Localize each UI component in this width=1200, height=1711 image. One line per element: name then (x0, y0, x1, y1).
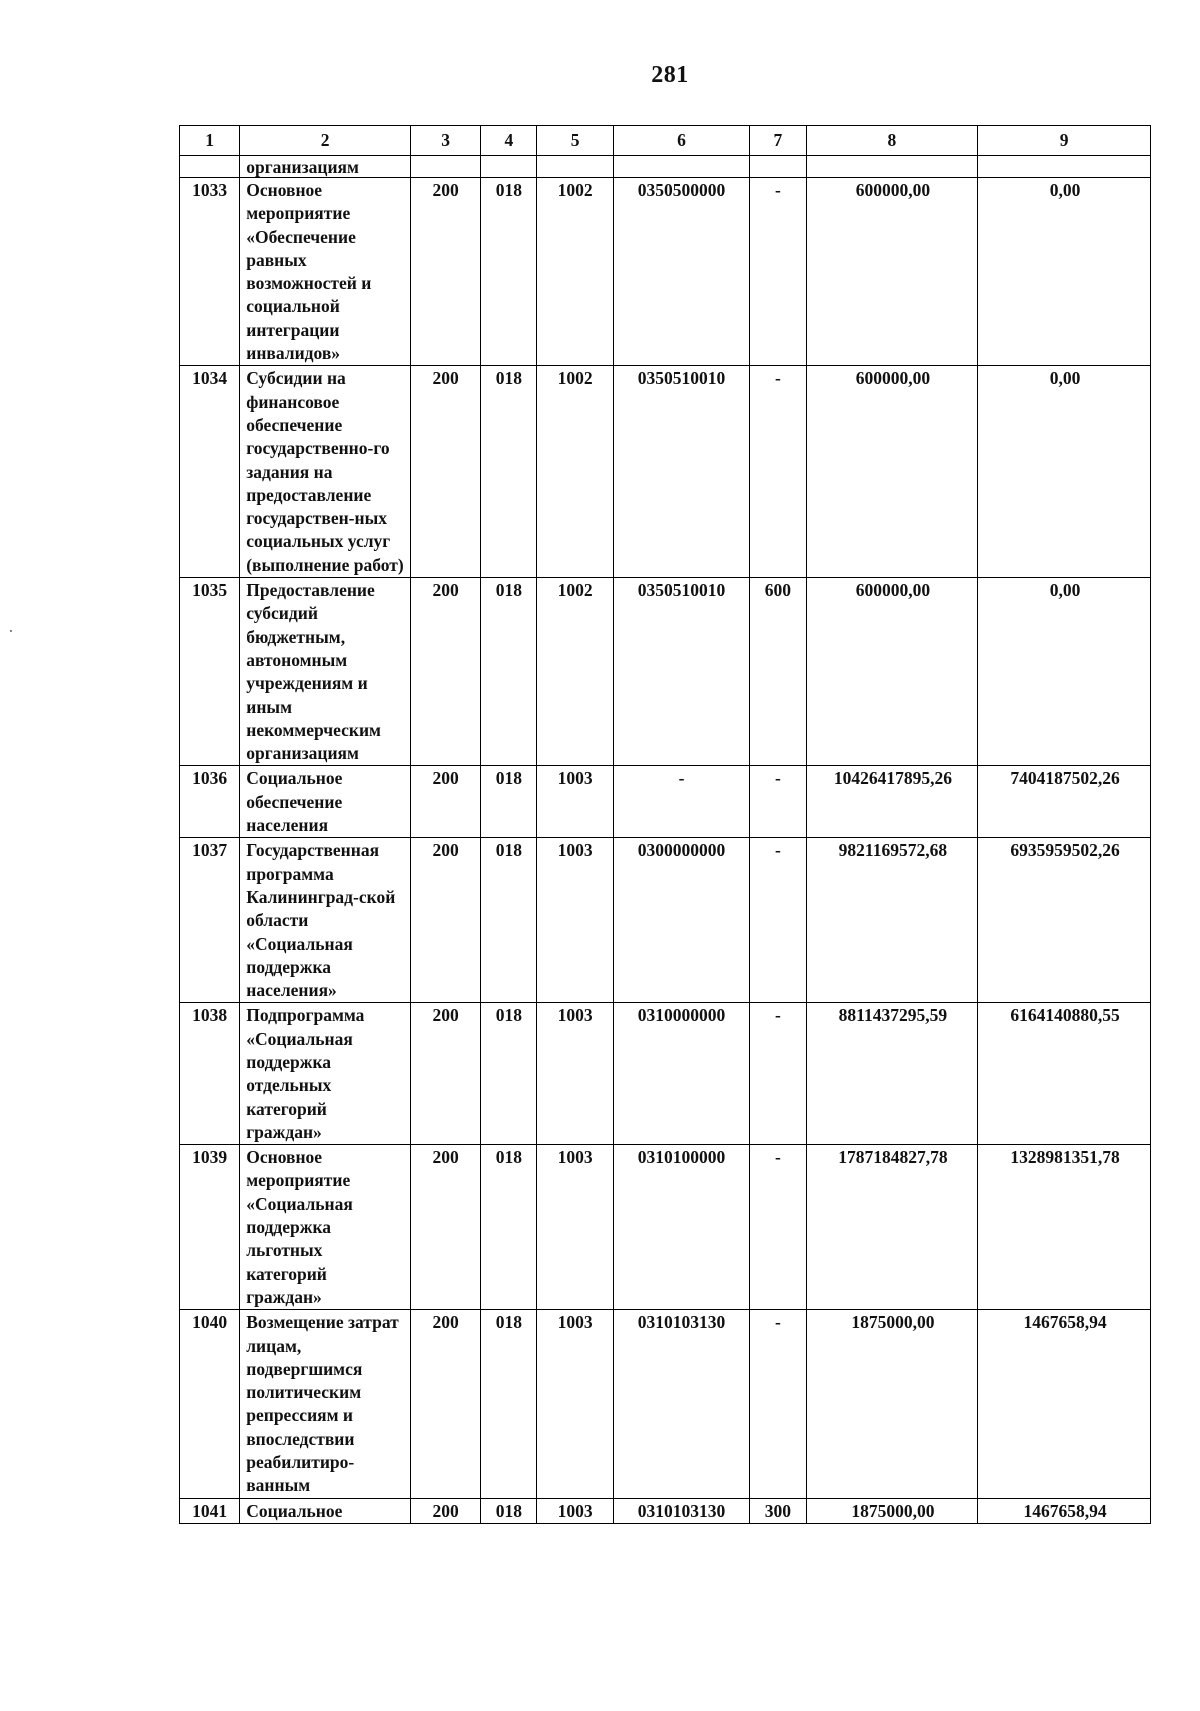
cell-7: - (750, 178, 806, 366)
cell-6: 0310103130 (613, 1498, 750, 1523)
cell-6: 0350510010 (613, 578, 750, 766)
page-number: 281 (651, 62, 689, 88)
column-header-3: 3 (410, 126, 480, 156)
cell-7: 300 (750, 1498, 806, 1523)
cell-7: 600 (750, 578, 806, 766)
cell-3 (410, 156, 480, 178)
cell-5: 1003 (537, 766, 613, 838)
cell-7: - (750, 1310, 806, 1498)
row-number: 1039 (180, 1145, 240, 1310)
cell-8: 1875000,00 (806, 1498, 978, 1523)
column-header-5: 5 (537, 126, 613, 156)
cell-8: 8811437295,59 (806, 1003, 978, 1145)
cell-4: 018 (481, 578, 537, 766)
cell-7: - (750, 366, 806, 578)
table-row (180, 1310, 1151, 1498)
column-header-4: 4 (481, 126, 537, 156)
cell-9: 1328981351,78 (978, 1145, 1151, 1310)
row-name: Основное мероприятие «Обеспечение равных возможностей и социальной интеграции инвалидов» (240, 178, 411, 366)
row-number: 1036 (180, 766, 240, 838)
cell-8: 1787184827,78 (806, 1145, 978, 1310)
continuation-row (180, 156, 1151, 178)
cell-9: 7404187502,26 (978, 766, 1151, 838)
row-name: Государственная программа Калининград-ской области «Социальная поддержка населения» (240, 838, 411, 1003)
cell-7: - (750, 1003, 806, 1145)
cell-8 (806, 156, 978, 178)
table-row (180, 766, 1151, 838)
cell-5 (537, 156, 613, 178)
row-number: 1037 (180, 838, 240, 1003)
table-row (180, 578, 1151, 766)
row-number: 1041 (180, 1498, 240, 1523)
row-name: Субсидии на финансовое обеспечение государственно-го задания на предоставление государствен-ных социальных услуг (выполнение работ) (240, 366, 411, 578)
cell-8: 10426417895,26 (806, 766, 978, 838)
row-name: организациям (240, 156, 411, 178)
cell-7: - (750, 838, 806, 1003)
cell-4: 018 (481, 838, 537, 1003)
cell-7: - (750, 766, 806, 838)
cell-8: 600000,00 (806, 178, 978, 366)
column-header-7: 7 (750, 126, 806, 156)
cell-3: 200 (410, 1003, 480, 1145)
cell-3: 200 (410, 578, 480, 766)
cell-9: 6935959502,26 (978, 838, 1151, 1003)
cell-3: 200 (410, 838, 480, 1003)
header-row (180, 126, 1151, 156)
table-row (180, 366, 1151, 578)
cell-6: 0310103130 (613, 1310, 750, 1498)
column-header-2: 2 (240, 126, 411, 156)
table-row (180, 1145, 1151, 1310)
row-number: 1040 (180, 1310, 240, 1498)
row-name: Подпрограмма «Социальная поддержка отдельных категорий граждан» (240, 1003, 411, 1145)
cell-8: 600000,00 (806, 578, 978, 766)
cell-5: 1002 (537, 366, 613, 578)
cell-7: - (750, 1145, 806, 1310)
cell-8: 600000,00 (806, 366, 978, 578)
cell-8: 9821169572,68 (806, 838, 978, 1003)
cell-6: - (613, 766, 750, 838)
budget-table (179, 125, 1151, 1524)
table-header (180, 126, 1151, 156)
cell-4: 018 (481, 178, 537, 366)
cell-6: 0350510010 (613, 366, 750, 578)
row-name: Предоставление субсидий бюджетным, автономным учреждениям и иным некоммерческим организациям (240, 578, 411, 766)
cell-5: 1002 (537, 578, 613, 766)
cell-4: 018 (481, 1498, 537, 1523)
cell-5: 1002 (537, 178, 613, 366)
cell-4: 018 (481, 366, 537, 578)
cell-9: 0,00 (978, 366, 1151, 578)
cell-3: 200 (410, 366, 480, 578)
row-number: 1038 (180, 1003, 240, 1145)
cell-5: 1003 (537, 1145, 613, 1310)
cell-3: 200 (410, 178, 480, 366)
cell-4: 018 (481, 766, 537, 838)
cell-9 (978, 156, 1151, 178)
table-body (180, 156, 1151, 1524)
table-row (180, 1003, 1151, 1145)
row-number (180, 156, 240, 178)
column-header-8: 8 (806, 126, 978, 156)
row-number: 1033 (180, 178, 240, 366)
cell-9: 1467658,94 (978, 1498, 1151, 1523)
cell-6: 0310000000 (613, 1003, 750, 1145)
cell-6: 0300000000 (613, 838, 750, 1003)
row-name: Основное мероприятие «Социальная поддержка льготных категорий граждан» (240, 1145, 411, 1310)
cell-4 (481, 156, 537, 178)
cell-4: 018 (481, 1003, 537, 1145)
table-row (180, 838, 1151, 1003)
cell-5: 1003 (537, 1310, 613, 1498)
cell-9: 0,00 (978, 178, 1151, 366)
cell-5: 1003 (537, 1003, 613, 1145)
cell-3: 200 (410, 766, 480, 838)
column-header-9: 9 (978, 126, 1151, 156)
cell-3: 200 (410, 1310, 480, 1498)
row-name: Возмещение затрат лицам, подвергшимся политическим репрессиям и впоследствии реабилитиро-ванным (240, 1310, 411, 1498)
cell-6: 0350500000 (613, 178, 750, 366)
cell-3: 200 (410, 1498, 480, 1523)
cell-5: 1003 (537, 838, 613, 1003)
cell-6: 0310100000 (613, 1145, 750, 1310)
row-number: 1035 (180, 578, 240, 766)
row-name: Социальное обеспечение населения (240, 766, 411, 838)
cell-6 (613, 156, 750, 178)
cell-3: 200 (410, 1145, 480, 1310)
column-header-1: 1 (180, 126, 240, 156)
column-header-6: 6 (613, 126, 750, 156)
cell-4: 018 (481, 1310, 537, 1498)
cell-9: 6164140880,55 (978, 1003, 1151, 1145)
scan-artifact (10, 630, 12, 632)
cell-8: 1875000,00 (806, 1310, 978, 1498)
row-number: 1034 (180, 366, 240, 578)
cell-9: 0,00 (978, 578, 1151, 766)
cell-5: 1003 (537, 1498, 613, 1523)
table-row (180, 1498, 1151, 1523)
cell-9: 1467658,94 (978, 1310, 1151, 1498)
table-row (180, 178, 1151, 366)
cell-7 (750, 156, 806, 178)
cell-4: 018 (481, 1145, 537, 1310)
row-name: Социальное (240, 1498, 411, 1523)
